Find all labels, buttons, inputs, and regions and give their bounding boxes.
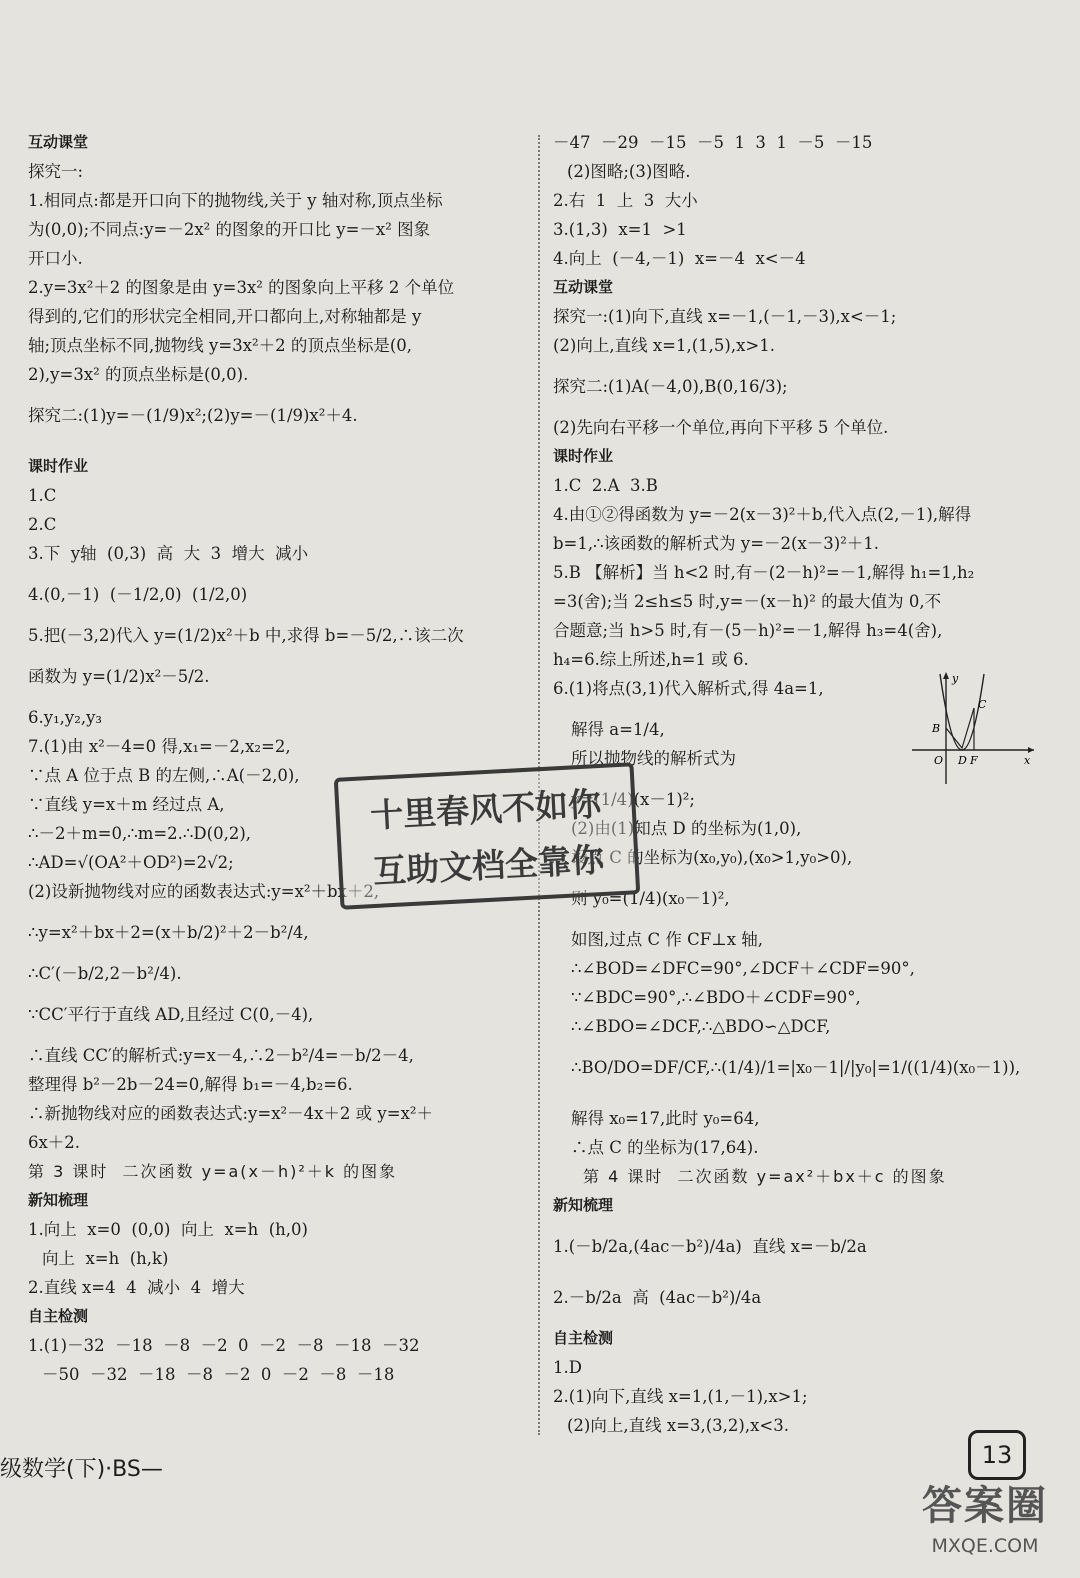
text-line: ∴BO/DO=DF/CF,∴(1/4)/1=|x₀－1|/|y₀|=1/((1/4)(x₀－1)), bbox=[571, 1058, 1021, 1077]
text-line: 整理得 b²－2b－24=0,解得 b₁=－4,b₂=6. bbox=[28, 1075, 353, 1094]
section-heading: 互动课堂 bbox=[28, 133, 89, 151]
text-line: 1.(1)－32 －18 －8 －2 0 －2 －8 －18 －32 bbox=[28, 1336, 420, 1355]
watermark-logo: 答案圈 bbox=[922, 1483, 1048, 1529]
text-line: 探究二:(1)y=－(1/9)x²;(2)y=－(1/9)x²＋4. bbox=[28, 406, 358, 425]
text-line: 探究二:(1)A(－4,0),B(0,16/3); bbox=[553, 377, 788, 396]
text-line: ∴C′(－b/2,2－b²/4). bbox=[28, 964, 182, 983]
text-line: 2.右 1 上 3 大小 bbox=[553, 191, 698, 210]
text-line: 7.(1)由 x²－4=0 得,x₁=－2,x₂=2, bbox=[28, 737, 291, 756]
section-heading: 自主检测 bbox=[28, 1307, 89, 1325]
text-line: 5.把(－3,2)代入 y=(1/2)x²＋b 中,求得 b=－5/2,∴该二次 bbox=[28, 626, 464, 645]
text-line: 2.直线 x=4 4 减小 4 增大 bbox=[28, 1278, 245, 1297]
text-line: 4.(0,－1) (－1/2,0) (1/2,0) bbox=[28, 585, 248, 604]
text-line: 6x＋2. bbox=[28, 1133, 81, 1152]
text-line: ∴y=x²＋bx＋2=(x＋b/2)²＋2－b²/4, bbox=[28, 923, 309, 942]
text-line: 1.(－b/2a,(4ac－b²)/4a) 直线 x=－b/2a bbox=[553, 1237, 867, 1256]
text-line: ∵点 A 位于点 B 的左侧,∴A(－2,0), bbox=[28, 766, 300, 785]
section-heading: 新知梳理 bbox=[553, 1196, 614, 1214]
text-line: 3.下 y轴 (0,3) 高 大 3 增大 减小 bbox=[28, 544, 309, 563]
text-line: 解得 a=1/4, bbox=[571, 720, 665, 739]
text-line: ∵直线 y=x＋m 经过点 A, bbox=[28, 795, 225, 814]
text-line: －50 －32 －18 －8 －2 0 －2 －8 －18 bbox=[42, 1365, 395, 1384]
overlay-stamp bbox=[334, 762, 640, 910]
label-f: F bbox=[970, 754, 978, 767]
text-line: 探究一:(1)向下,直线 x=－1,(－1,－3),x<－1; bbox=[553, 307, 897, 326]
text-line: ∴∠BDO=∠DCF,∴△BDO∽△DCF, bbox=[571, 1017, 831, 1036]
text-line: 3.(1,3) x=1 >1 bbox=[553, 220, 687, 239]
text-line: 得到的,它们的形状完全相同,开口都向上,对称轴都是 y bbox=[28, 307, 422, 326]
page-number: 13 bbox=[968, 1430, 1026, 1480]
lesson-title: 第 4 课时 二次函数 y=ax²＋bx＋c 的图象 bbox=[583, 1167, 947, 1186]
text-line: ∴点 C 的坐标为(17,64). bbox=[571, 1138, 759, 1157]
label-o: O bbox=[934, 754, 944, 767]
text-line: 6.y₁,y₂,y₃ bbox=[28, 708, 103, 727]
text-line: (2)由(1)知点 D 的坐标为(1,0), bbox=[571, 819, 802, 838]
footer-subject: 级数学(下)·BS— bbox=[0, 1457, 163, 1482]
text-line: (2)设新抛物线对应的函数表达式:y=x²＋bx＋2, bbox=[28, 882, 380, 901]
text-line: 4.向上 (－4,－1) x=－4 x<－4 bbox=[553, 249, 806, 268]
text-line: 1.C 2.A 3.B bbox=[553, 476, 658, 495]
text-line: ∵CC′平行于直线 AD,且经过 C(0,－4), bbox=[28, 1005, 314, 1024]
text-line: 函数为 y=(1/2)x²－5/2. bbox=[28, 667, 210, 686]
text-line: 如图,过点 C 作 CF⊥x 轴, bbox=[571, 930, 763, 949]
text-line: b=1,∴该函数的解析式为 y=－2(x－3)²＋1. bbox=[553, 534, 880, 553]
text-line: h₄=6.综上所述,h=1 或 6. bbox=[553, 650, 749, 669]
label-d: D bbox=[958, 754, 967, 767]
text-line: ∴直线 CC′的解析式:y=x－4,∴2－b²/4=－b/2－4, bbox=[28, 1046, 414, 1065]
text-line: 6.(1)将点(3,1)代入解析式,得 4a=1, bbox=[553, 679, 824, 698]
left-column bbox=[28, 128, 534, 1389]
text-line: ∴∠BOD=∠DFC=90°,∠DCF＋∠CDF=90°, bbox=[571, 959, 915, 978]
text-line: 2),y=3x² 的顶点坐标是(0,0). bbox=[28, 365, 249, 384]
text-line: 2.y=3x²＋2 的图象是由 y=3x² 的图象向上平移 2 个单位 bbox=[28, 278, 455, 297]
text-line: 轴;顶点坐标不同,抛物线 y=3x²＋2 的顶点坐标是(0, bbox=[28, 336, 413, 355]
text-line: (2)图略;(3)图略. bbox=[567, 162, 691, 181]
watermark-url: MXQE.COM bbox=[931, 1535, 1039, 1557]
text-line: 为(0,0);不同点:y=－2x² 的图象的开口比 y=－x² 图象 bbox=[28, 220, 431, 239]
text-line: ∵∠BDC=90°,∴∠BDO＋∠CDF=90°, bbox=[571, 988, 861, 1007]
text-line: 则 y₀=(1/4)(x₀－1)², bbox=[571, 889, 730, 908]
stamp-line: 十里春风不如你 bbox=[369, 784, 602, 836]
text-line: ∴新抛物线对应的函数表达式:y=x²－4x＋2 或 y=x²＋ bbox=[28, 1104, 433, 1123]
stamp-line: 互助文档全靠你 bbox=[372, 839, 605, 891]
text-line: ∴－2＋m=0,∴m=2.∴D(0,2), bbox=[28, 824, 252, 843]
section-heading: 课时作业 bbox=[553, 447, 614, 465]
text-line: －47 －29 －15 －5 1 3 1 －5 －15 bbox=[553, 133, 873, 152]
section-heading: 互动课堂 bbox=[553, 278, 614, 296]
label-y: y bbox=[952, 672, 959, 685]
label-c: C bbox=[978, 698, 987, 711]
text-line: 所以抛物线的解析式为 bbox=[571, 749, 736, 768]
lesson-title: 第 3 课时 二次函数 y=a(x－h)²＋k 的图象 bbox=[28, 1162, 398, 1181]
text-line: ∴AD=√(OA²＋OD²)=2√2; bbox=[28, 853, 234, 872]
text-line: y=(1/4)(x－1)²; bbox=[571, 790, 695, 809]
text-line: (2)向上,直线 x=1,(1,5),x>1. bbox=[553, 336, 775, 355]
text-line: 向上 x=h (h,k) bbox=[42, 1249, 169, 1268]
text-line: 2.－b/2a 高 (4ac－b²)/4a bbox=[553, 1288, 762, 1307]
text-line: 合题意;当 h>5 时,有－(5－h)²=－1,解得 h₃=4(舍), bbox=[553, 621, 943, 640]
parabola-graph bbox=[910, 668, 1038, 786]
text-line: 2.(1)向下,直线 x=1,(1,－1),x>1; bbox=[553, 1387, 808, 1406]
text-line: 解得 x₀=17,此时 y₀=64, bbox=[571, 1109, 760, 1128]
text-line: 1.C bbox=[28, 486, 57, 505]
text-line: 1.D bbox=[553, 1358, 582, 1377]
text-line: 5.B 【解析】当 h<2 时,有－(2－h)²=－1,解得 h₁=1,h₂ bbox=[553, 563, 975, 582]
section-heading: 新知梳理 bbox=[28, 1191, 89, 1209]
text-line: 开口小. bbox=[28, 249, 83, 268]
text-line: 4.由①②得函数为 y=－2(x－3)²＋b,代入点(2,－1),解得 bbox=[553, 505, 972, 524]
text-line: =3(舍);当 2≤h≤5 时,y=－(x－h)² 的最大值为 0,不 bbox=[553, 592, 942, 611]
text-line: 探究一: bbox=[28, 162, 84, 181]
section-heading: 自主检测 bbox=[553, 1329, 614, 1347]
text-line: (2)先向右平移一个单位,再向下平移 5 个单位. bbox=[553, 418, 889, 437]
section-heading: 课时作业 bbox=[28, 457, 89, 475]
label-b: B bbox=[932, 722, 941, 735]
text-line: 1.相同点:都是开口向下的抛物线,关于 y 轴对称,顶点坐标 bbox=[28, 191, 443, 210]
site-watermark bbox=[895, 1478, 1075, 1574]
label-x: x bbox=[1024, 754, 1031, 767]
text-line: 设点 C 的坐标为(x₀,y₀),(x₀>1,y₀>0), bbox=[571, 848, 853, 867]
text-line: (2)向上,直线 x=3,(3,2),x<3. bbox=[567, 1416, 789, 1435]
text-line: 1.向上 x=0 (0,0) 向上 x=h (h,0) bbox=[28, 1220, 308, 1239]
text-line: 2.C bbox=[28, 515, 57, 534]
